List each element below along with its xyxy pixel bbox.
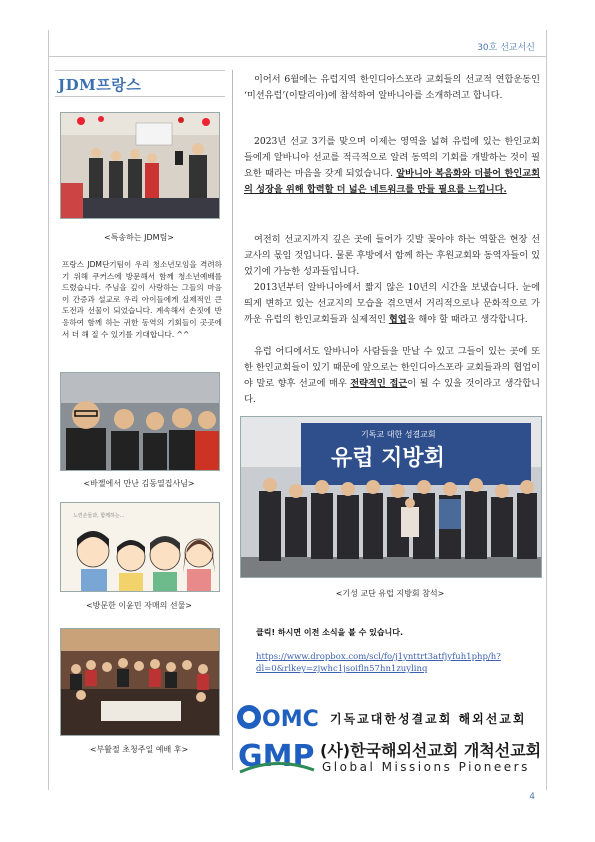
emphasis-network: 알바니아 복음화와 더불어 한인교회의 성장을 위해 합력할 더 넓은 네트워크를 만들 필요를 느낍니다. <box>244 168 540 195</box>
caption-easter: <부활절 초청주일 예배 후> <box>89 745 189 754</box>
caption-basel: <바젤에서 만난 김동열집사님> <box>83 479 195 488</box>
paragraph-strategic-end: 이 될 수 있을 것이라고 생각합니다. <box>244 378 541 405</box>
photo-singing-team <box>60 112 220 219</box>
paragraph-strategic-text: 유럽 어디에서도 알바니아 사람들을 만날 수 있고 그들이 있는 곳에 또한 한인교회들이 있기 때문에 앞으로는 한인디아스포라 교회들과의 협업이야 말로 향후 선교에 매우 <box>244 346 540 389</box>
photo-gift-illustration <box>60 502 220 592</box>
paragraph-field-role: 여전히 선교지까지 깊은 곳에 들어가 깃발 꽂아야 하는 역할은 현장 선교사의 몫임 것입니다. 물론 후방에서 함께 하는 후원교회와 동역자들이 있었기에 가능한 성과들입니다. <box>244 234 540 277</box>
gmp-logo <box>236 734 316 774</box>
banner-church-name: 기독교 대한 성결교회 <box>361 430 436 439</box>
page-number: 4 <box>529 792 535 802</box>
photo-europe-district-meeting <box>240 416 542 578</box>
right-margin-line <box>546 30 547 790</box>
paragraph-mission-europe: 이어서 6월에는 유럽지역 한인디아스포라 교회들의 선교적 연합운동인 ‘미션유럽’(이탈리아)에 참석하여 알바니아를 소개하려고 합니다. <box>244 74 540 101</box>
column-divider <box>232 70 233 770</box>
click-note: 클릭! 하시면 이전 소식을 볼 수 있습니다. <box>256 628 404 637</box>
section-title: JDM프랑스 <box>58 76 142 94</box>
org-name-kor-1: 기독교대한성결교회 해외선교회 <box>330 712 527 726</box>
paragraph-ten-years-end: 을 해야 할 때라고 생각합니다. <box>406 314 528 325</box>
left-body-text: 프랑스 JDM단기팀이 우리 청소년모임을 격려하기 위해 쿠커스에 방문해서 함께 청소년예배를 드렸습니다. 주님을 깊이 사랑하는 그들의 마음이 간증과 설교로 우리 아이들에게 실제적인 큰 도전과 선물이 되었습니다. 계속해서 손짓에 반응하여 함께 하는 귀한 동역의 기회들이 곳곳에서 더 해 질 수 있기를 기대합니다. ^^ <box>62 260 222 339</box>
omc-logo <box>236 702 322 732</box>
paragraph-third-term-text: 2023년 선교 3기를 맞으며 이제는 영역을 넓혀 유럽에 있는 한인교회들에게 알바니아 선교를 적극적으로 알려 동역의 기회를 개발하는 것이 필요한 때라는 마음을 갖게 되었습니다. <box>244 136 540 179</box>
paragraph-ten-years <box>244 280 540 328</box>
right-paragraph-1 <box>244 72 540 104</box>
right-paragraph-3 <box>244 232 540 280</box>
right-paragraph-2 <box>244 134 540 198</box>
photo-basel-meeting <box>60 372 220 471</box>
left-margin-line <box>48 30 49 790</box>
header-rule <box>48 56 546 57</box>
emphasis-collaboration: 협업 <box>388 314 407 325</box>
org-name-kor-2: (사)한국해외선교회 개척선교회 <box>320 741 542 760</box>
paragraph-ten-years-text: 2013년부터 알바니아에서 짧지 않은 10년의 시간을 보냈습니다. 눈에 띄게 변하고 있는 선교지의 모습을 겪으면서 거리적으로나 문화적으로 가까운 유럽의 한인교회들과 실제적인 <box>244 282 540 325</box>
emphasis-strategic: 전략적인 접근 <box>350 378 408 389</box>
paragraph-strategic <box>244 344 540 408</box>
photo-easter-service <box>60 628 220 736</box>
caption-singing-team: <특송하는 JDM팀> <box>103 233 174 242</box>
svg-text:느린손들과, 함께하는...: 느린손들과, 함께하는... <box>73 513 125 519</box>
caption-gift: <방문한 이윤민 자매의 선물> <box>85 601 193 610</box>
dropbox-link[interactable]: https://www.dropbox.com/scl/fo/j1ynttrt3atfjyfuh1php/h?dl=0&rlkey=zjwhc1jsoifln57hn1zuylinq <box>256 652 501 674</box>
paragraph-third-term <box>244 134 540 198</box>
section-rule-bottom <box>55 96 225 97</box>
gmp-logo-text: GMP <box>238 739 315 774</box>
org-name-eng: Global Missions Pioneers <box>322 760 530 774</box>
right-paragraph-5 <box>244 344 540 408</box>
issue-label: 30호 선교서신 <box>477 43 535 53</box>
caption-europe-district: <기성 교단 유럽 지방회 참석> <box>335 589 445 598</box>
banner-district: 유럽 지방회 <box>331 446 445 471</box>
section-rule-top <box>55 70 225 71</box>
omc-logo-text: OMC <box>262 707 319 732</box>
right-paragraph-4 <box>244 280 540 328</box>
